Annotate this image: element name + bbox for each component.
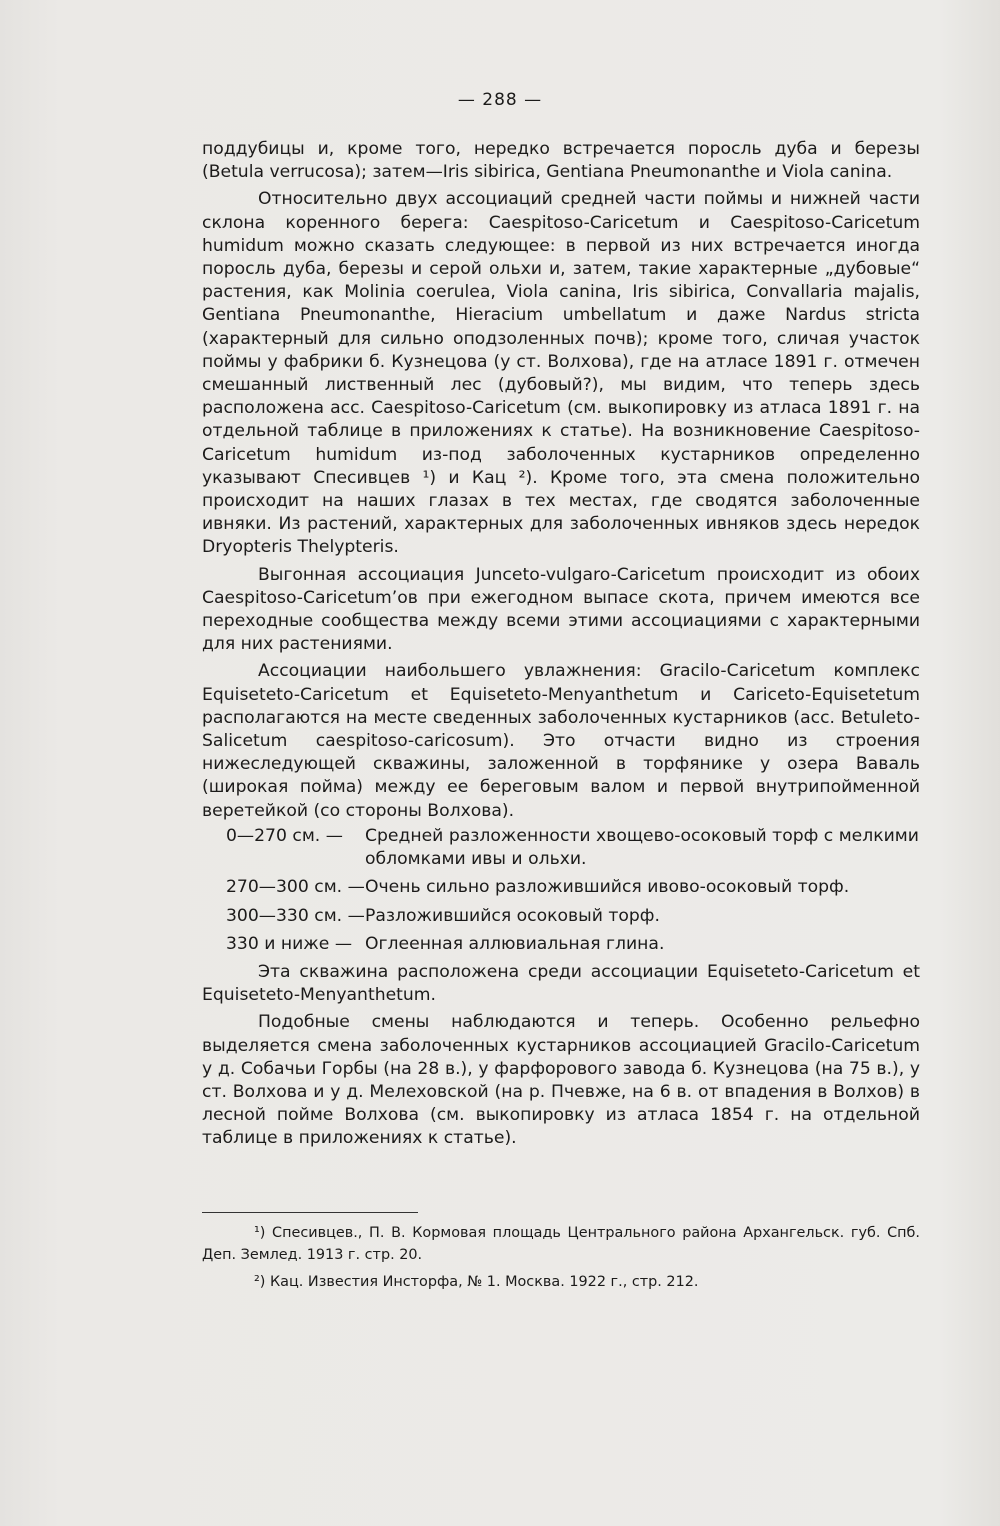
profile-row	[202, 933, 920, 956]
profile-depth: 300—330 см. —	[226, 905, 365, 926]
paragraph: поддубицы и, кроме того, нередко встречается поросль дуба и березы (Betula verrucosa); затем—Iris sibirica, Gentiana Pneumonanthe и Viola canina.	[202, 139, 920, 183]
profile-depth: 330 и ниже —	[226, 933, 353, 954]
paragraph: Эта скважина расположена среди ассоциации Equiseteto-Caricetum et Equiseteto-Menyanthetum.	[202, 961, 920, 1006]
profile-row	[202, 825, 920, 871]
profile-row	[202, 905, 920, 928]
borehole-profile	[202, 825, 920, 956]
footnote: ²) Кац. Известия Инсторфа, № 1. Москва. 1922 г., стр. 212.	[254, 1274, 699, 1290]
footnote: ¹) Спесивцев., П. В. Кормовая площадь Центрального района Архангельск. губ. Спб. Деп. Землед. 1913 г. стр. 20.	[202, 1225, 920, 1263]
profile-depth: 270—300 см. —	[226, 877, 365, 898]
profile-row	[202, 876, 920, 899]
footnotes	[202, 1222, 920, 1298]
footnote-divider	[202, 1212, 418, 1213]
paragraph: Выгонная ассоциация Junceto-vulgaro-Caricetum происходит из обоих Caespitoso-Caricetum’ов при ежегодном выпасе скота, причем имеются все переходные сообщества между всеми этими ассоциациями с характерными для них растениями.	[202, 564, 920, 655]
paragraph: Относительно двух ассоциаций средней части поймы и нижней части склона коренного берега: Caespitoso-Caricetum и Caespitoso-Caricetum humidum можно сказать следующее: в первой из них встречается иногда поросль дуба, березы и серой ольхи и, затем, такие характерные „дубовые“ растения, как Molinia coerulea, Viola canina, Iris sibirica, Convallaria majalis, Gentiana Pneumonanthe, Hieracium umbellatum и даже Nardus stricta (характерный для сильно оподзоленных почв); кроме того, сличая участок поймы у фабрики б. Кузнецова (у ст. Волхова), где на атласе 1891 г. отмечен смешанный лиственный лес (дубовый?), мы видим, что теперь здесь расположена асс. Caespitoso-Caricetum (см. выкопировку из атласа 1891 г. на отдельной таблице в приложениях к статье). На возникновение Caespitoso-Caricetum humidum из-под заболоченных кустарников определенно указывают Спесивцев ¹) и Кац ²). Кроме того, эта смена положительно происходит на наших глазах в тех местах, где сводятся заболоченные ивняки. Из растений, характерных для заболоченных ивняков здесь нередок Dryopteris Thelypteris.	[202, 189, 920, 558]
paragraph: Подобные смены наблюдаются и теперь. Особенно рельефно выделяется смена заболоченных кустарников ассоциацией Gracilo-Caricetum у д. Собачьи Горбы (на 28 в.), у фарфорового завода б. Кузнецова (на 75 в.), у ст. Волхова и у д. Мелеховской (на р. Пчевже, на 6 в. от впадения в Волхов) в лесной пойме Волхова (см. выкопировку из атласа 1854 г. на отдельной таблице в приложениях к статье).	[202, 1012, 920, 1149]
profile-description: Средней разложенности хвощево-осоковый торф с мелкими обломками ивы и ольхи.	[365, 825, 919, 870]
main-text	[202, 138, 920, 1151]
profile-depth: 0—270 см. —	[226, 825, 343, 846]
profile-description: Оглеенная аллювиальная глина.	[365, 933, 665, 954]
profile-description: Разложившийся осоковый торф.	[365, 905, 660, 926]
profile-description: Очень сильно разложившийся ивово-осоковый торф.	[365, 877, 850, 898]
page-number: — 288 —	[457, 90, 543, 110]
paragraph: Ассоциации наибольшего увлажнения: Gracilo-Caricetum комплекс Equiseteto-Caricetum et Equiseteto-Menyanthetum и Cariceto-Equisetetum располагаются на месте сведенных заболоченных кустарников (асс. Betuleto-Salicetum caespitoso-caricosum). Это отчасти видно из строения нижеследующей скважины, заложенной в торфянике у озера Ваваль (широкая пойма) между ее береговым валом и первой внутрипойменной веретейкой (со стороны Волхова).	[202, 661, 920, 821]
